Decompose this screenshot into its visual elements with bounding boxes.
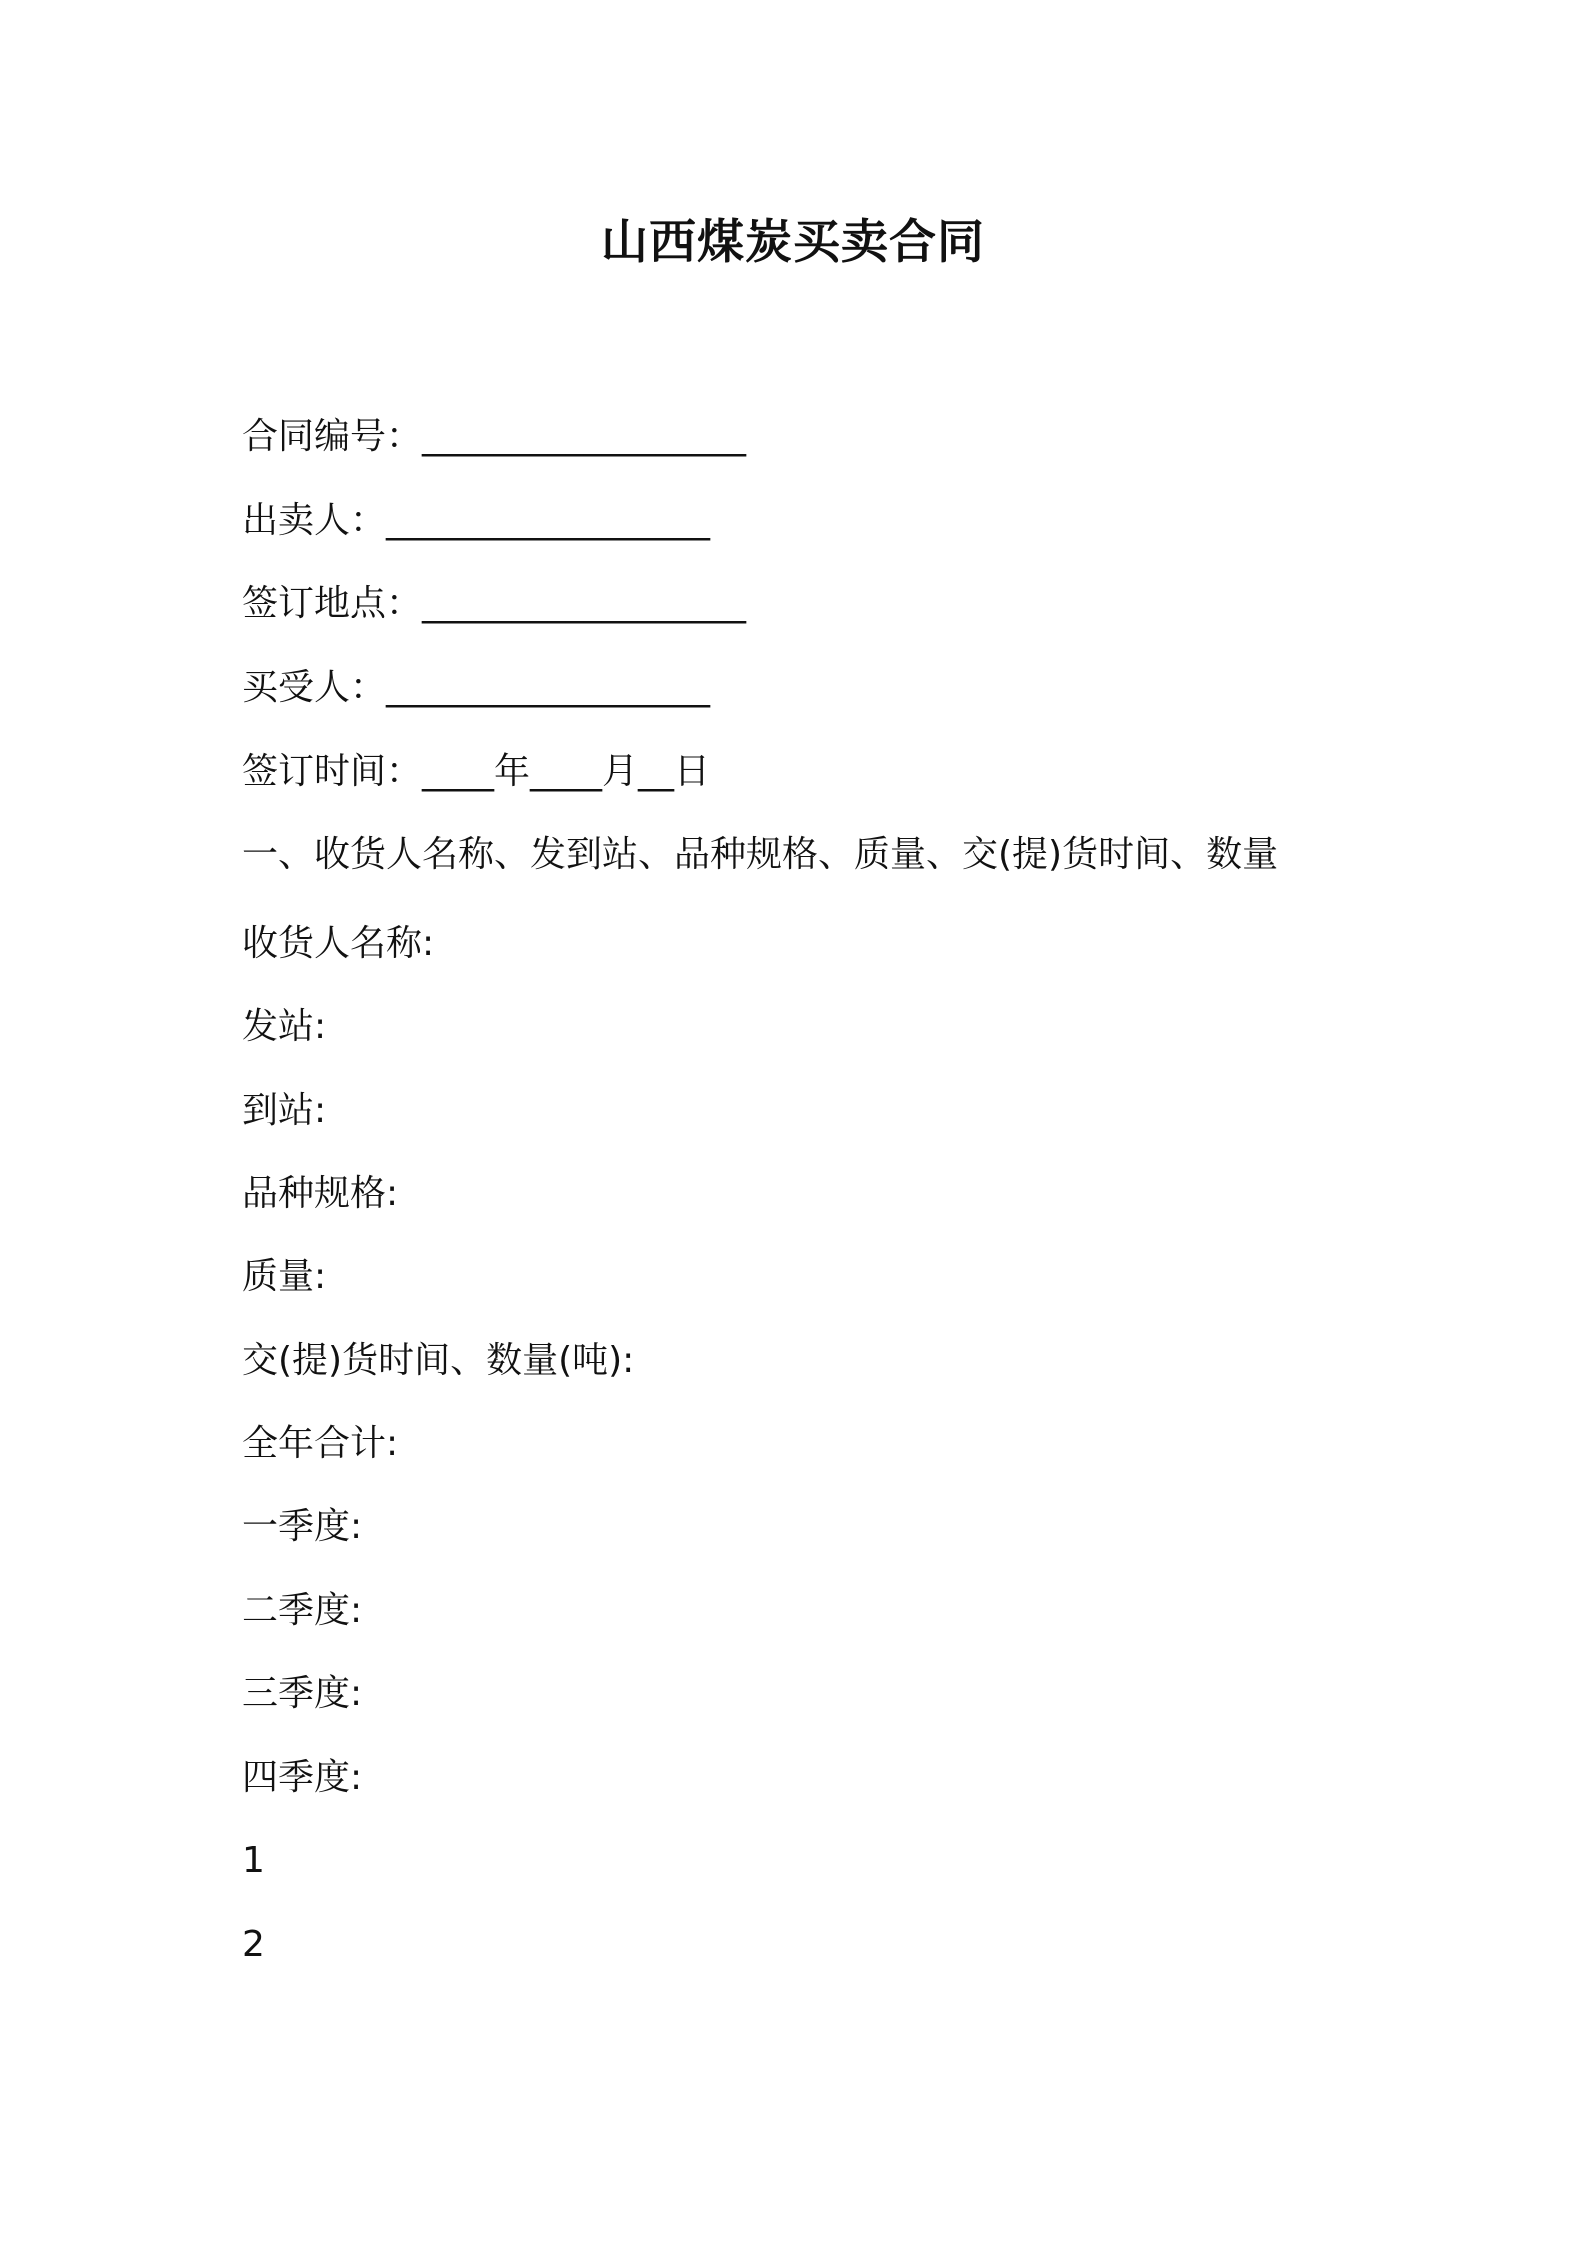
signing-place-field: 签订地点：__________________ <box>242 583 747 624</box>
contract-title: 山西煤炭买卖合同 <box>601 215 985 270</box>
seller-field: 出卖人：__________________ <box>242 500 711 541</box>
departure-station-item: 发站: <box>242 1006 327 1047</box>
quarter-three-item: 三季度: <box>242 1673 363 1714</box>
signing-date-field: 签订时间：____年____月__日 <box>242 751 711 792</box>
list-number-two: 2 <box>242 1924 265 1965</box>
quality-item: 质量: <box>242 1256 327 1297</box>
quarter-two-item: 二季度: <box>242 1590 363 1631</box>
annual-total-item: 全年合计: <box>242 1423 399 1464</box>
quarter-one-item: 一季度: <box>242 1506 363 1547</box>
delivery-time-quantity-item: 交(提)货时间、数量(吨): <box>242 1340 635 1381</box>
list-number-one: 1 <box>242 1840 265 1881</box>
contract-number-field: 合同编号：__________________ <box>242 416 747 457</box>
variety-spec-item: 品种规格: <box>242 1173 399 1214</box>
arrival-station-item: 到站: <box>242 1090 327 1131</box>
consignee-name-item: 收货人名称: <box>242 923 435 964</box>
section-one-heading: 一、收货人名称、发到站、品种规格、质量、交(提)货时间、数量 <box>242 834 1279 875</box>
quarter-four-item: 四季度: <box>242 1757 363 1798</box>
buyer-field: 买受人：__________________ <box>242 667 711 708</box>
